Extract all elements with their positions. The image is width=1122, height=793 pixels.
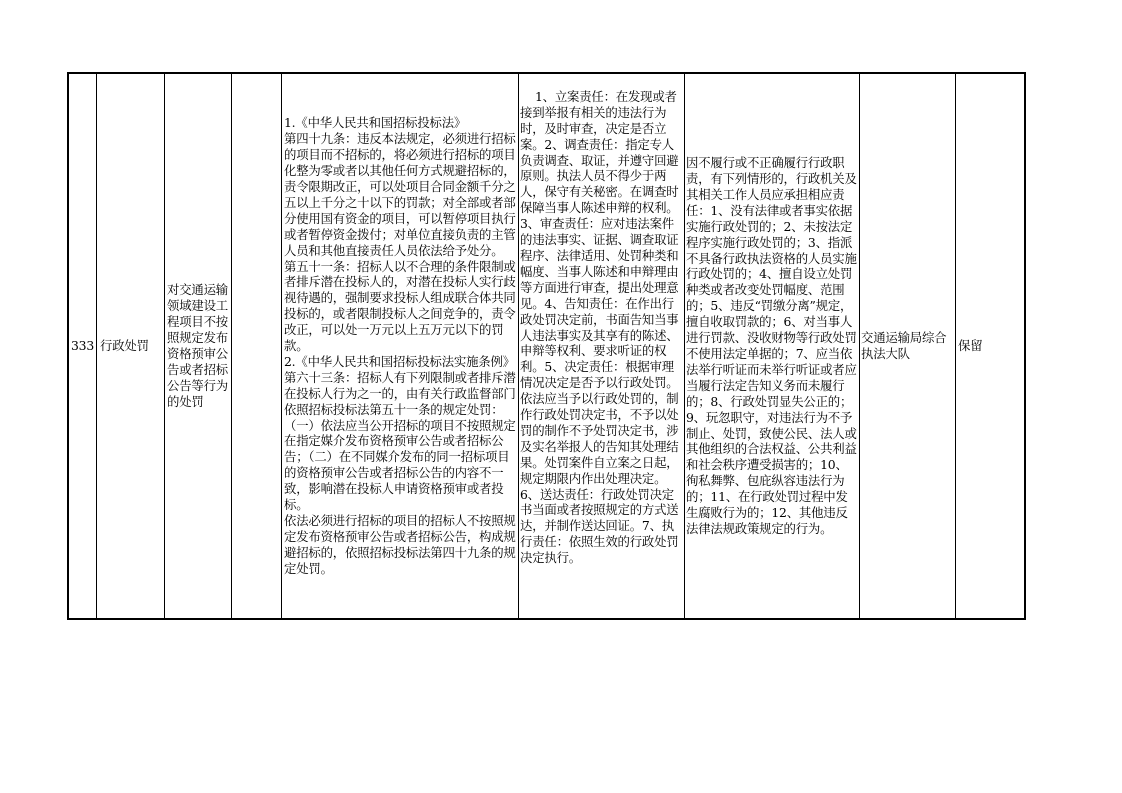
column-divider — [281, 72, 282, 620]
power-type-cell — [100, 72, 162, 620]
column-divider — [1024, 72, 1026, 620]
responsibility-text: 1、立案责任：在发现或者接到举报有相关的违法行为时，及时审查，决定是否立案。2、调查责任：指定专人负责调查、取证，并遵守回避原则。执法人员不得少于两人，保守有关秘密。在调查时保障当事人陈述申辩的权利。3、审查责任：应对违法案件的违法事实、证据、调查取证程序、法律适用、处罚种类和幅度、当事人陈述和申辩理由等方面进行审查，提出处理意见。4、告知责任：在作出行政处罚决定前，书面告知当事人违法事实及其享有的陈述、申辩等权利、要求听证的权利。5、决定责任：根据审理情况决定是否予以行政处罚。依法应当予以行政处罚的，制作行政处罚决定书，不予以处罚的制作不予处罚决定书，涉及实名举报人的告知其处理结果。处罚案件自立案之日起，规定期限内作出处理决定。 6、送达责任：行政处罚决定书当面或者按照规定的方式送达，并制作送达回证。7、执行责任：依照生效的行政处罚决定执行。 — [520, 88, 679, 566]
status-cell — [958, 72, 1022, 620]
legal-basis-cell — [284, 72, 516, 620]
item-name-cell — [167, 72, 229, 620]
column-divider — [859, 72, 860, 620]
power-type: 行政处罚 — [100, 338, 149, 354]
sub-item-cell — [234, 72, 279, 620]
accountability-text: 因不履行或不正确履行行政职责，有下列情形的，行政机关及其相关工作人员应承担相应责任：1、没有法律或者事实依据实施行政处罚的；2、未按法定程序实施行政处罚的；3、指派不具备行政执法资格的人员实施行政处罚的；4、擅自设立处罚种类或者改变处罚幅度、范围的；5、违反“罚缴分离”规定，擅自收取罚款的；6、对当事人进行罚款、没收财物等行政处罚不使用法定单据的；7、应当依法举行听证而未举行听证或者应当履行法定告知义务而未履行的；8、行政处罚显失公正的；9、玩忽职守，对违法行为不予制止、处罚，致使公民、法人或其他组织的合法权益、公共利益和社会秩序遭受损害的；10、徇私舞弊、包庇纵容违法行为的；11、在行政处罚过程中发生腐败行为的；12、其他违反法律法规政策规定的行为。 — [686, 155, 857, 536]
implementing-body: 交通运输局综合执法大队 — [861, 330, 947, 361]
column-divider — [518, 72, 519, 620]
column-divider — [67, 72, 69, 620]
accountability-cell — [686, 72, 857, 620]
column-divider — [955, 72, 956, 620]
row-number: 333 — [71, 338, 95, 354]
column-divider — [231, 72, 232, 620]
legal-basis-text: 1.《中华人民共和国招标投标法》 第四十九条：违反本法规定，必须进行招标的项目而不招标的，将必须进行招标的项目化整为零或者以其他任何方式规避招标的，责令限期改正，可以处项目合同金额千分之五以上千分之十以下的罚款；对全部或者部分使用国有资金的项目，可以暂停项目执行或者暂停资金拨付；对单位直接负责的主管人员和其他直接责任人员依法给予处分。 第五十一条：招标人以不合理的条件限制或者排斥潜在投标人的，对潜在投标人实行歧视待遇的，强制要求投标人组成联合体共同投标的，或者限制投标人之间竞争的，责令改正，可以处一万元以上五万元以下的罚款。 2.《中华人民共和国招标投标法实施条例》 第六十三条：招标人有下列限制或者排斥潜在投标人行为之一的，由有关行政监督部门依照招标投标法第五十一条的规定处罚：（一）依法应当公开招标的项目不按照规定在指定媒介发布资格预审公告或者招标公告；（二）在不同媒介发布的同一招标项目的资格预审公告或者招标公告的内容不一致，影响潜在投标人申请资格预审或者投标。 依法必须进行招标的项目的招标人不按照规定发布资格预审公告或者招标公告，构成规避招标的，依照招标投标法第四十九条的规定处罚。 — [284, 115, 516, 576]
row-number-cell — [71, 72, 97, 620]
status-text: 保留 — [958, 338, 983, 354]
implementing-body-cell — [861, 72, 953, 620]
column-divider — [684, 72, 685, 620]
power-list-table — [67, 72, 1026, 620]
responsibility-cell — [520, 72, 683, 620]
item-name: 对交通运输领域建设工程项目不按照规定发布资格预审公告或者招标公告等行为的处罚 — [167, 282, 228, 409]
column-divider — [164, 72, 165, 620]
